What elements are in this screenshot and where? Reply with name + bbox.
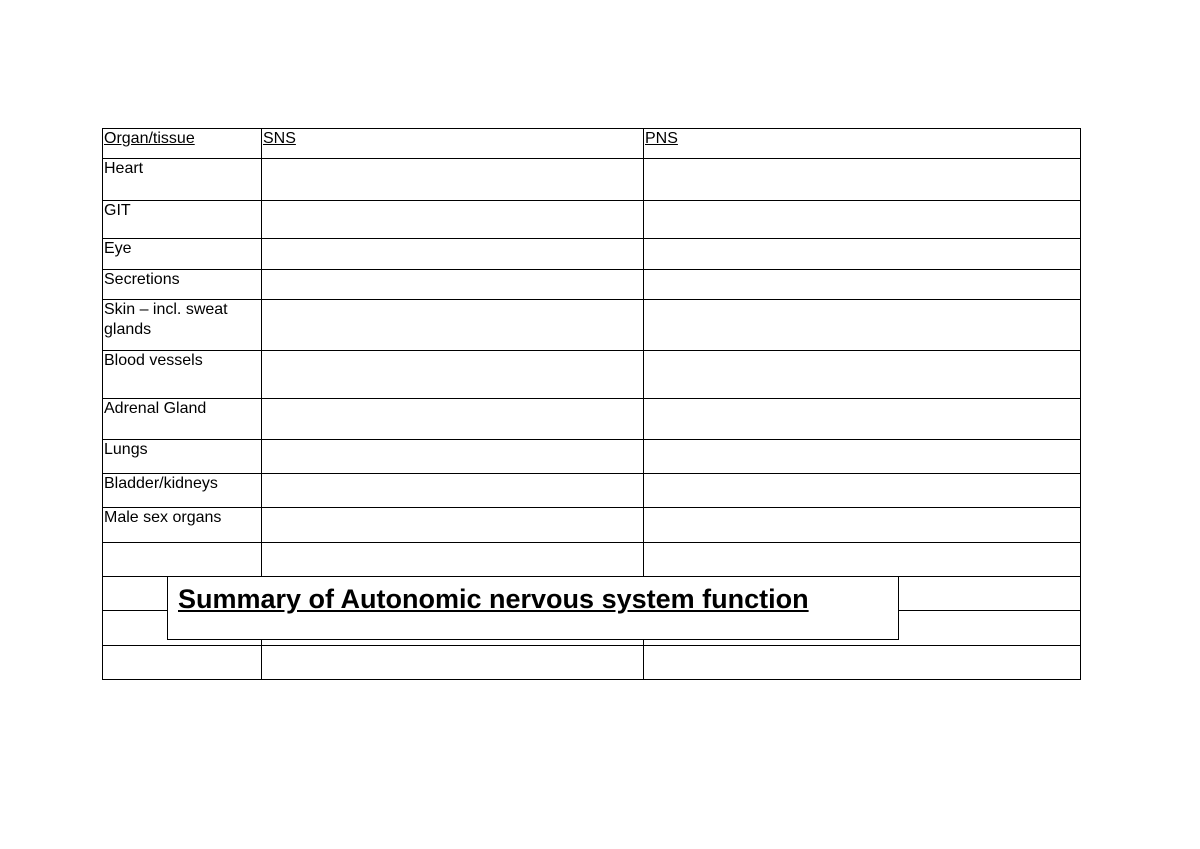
table-row (103, 543, 1081, 577)
table-row (103, 399, 1081, 440)
table-row (103, 474, 1081, 508)
organ-cell: Heart (103, 159, 262, 201)
pns-cell (644, 543, 1081, 577)
header-pns: PNS (644, 129, 1081, 159)
sns-cell (262, 159, 644, 201)
pns-cell (644, 646, 1081, 680)
sns-cell (262, 474, 644, 508)
table-row (103, 646, 1081, 680)
organ-cell: Lungs (103, 440, 262, 474)
organ-cell: GIT (103, 201, 262, 239)
pns-cell (644, 201, 1081, 239)
organ-cell: Adrenal Gland (103, 399, 262, 440)
table-row (103, 270, 1081, 300)
organ-cell: Eye (103, 239, 262, 270)
table-row (103, 201, 1081, 239)
sns-cell (262, 646, 644, 680)
organ-cell (103, 646, 262, 680)
table-row (103, 508, 1081, 543)
sns-cell (262, 201, 644, 239)
organ-cell: Bladder/kidneys (103, 474, 262, 508)
pns-cell (644, 270, 1081, 300)
pns-cell (644, 159, 1081, 201)
table-row (103, 440, 1081, 474)
sns-cell (262, 351, 644, 399)
pns-cell (644, 508, 1081, 543)
table-row (103, 300, 1081, 351)
pns-cell (644, 239, 1081, 270)
title-box (167, 576, 899, 640)
pns-cell (644, 351, 1081, 399)
table-row (103, 351, 1081, 399)
table-header-row (103, 129, 1081, 159)
organ-cell: Blood vessels (103, 351, 262, 399)
organ-cell (103, 543, 262, 577)
pns-cell (644, 474, 1081, 508)
pns-cell (644, 300, 1081, 351)
sns-cell (262, 440, 644, 474)
sns-cell (262, 508, 644, 543)
sns-cell (262, 239, 644, 270)
pns-cell (644, 399, 1081, 440)
header-organ-tissue: Organ/tissue (103, 129, 262, 159)
header-sns: SNS (262, 129, 644, 159)
table-row (103, 239, 1081, 270)
organ-cell: Secretions (103, 270, 262, 300)
sns-cell (262, 300, 644, 351)
table-row (103, 159, 1081, 201)
organ-cell: Male sex organs (103, 508, 262, 543)
sns-cell (262, 270, 644, 300)
organ-cell: Skin – incl. sweat glands (103, 300, 262, 351)
pns-cell (644, 440, 1081, 474)
sns-cell (262, 399, 644, 440)
document-title: Summary of Autonomic nervous system function (178, 584, 809, 614)
sns-cell (262, 543, 644, 577)
